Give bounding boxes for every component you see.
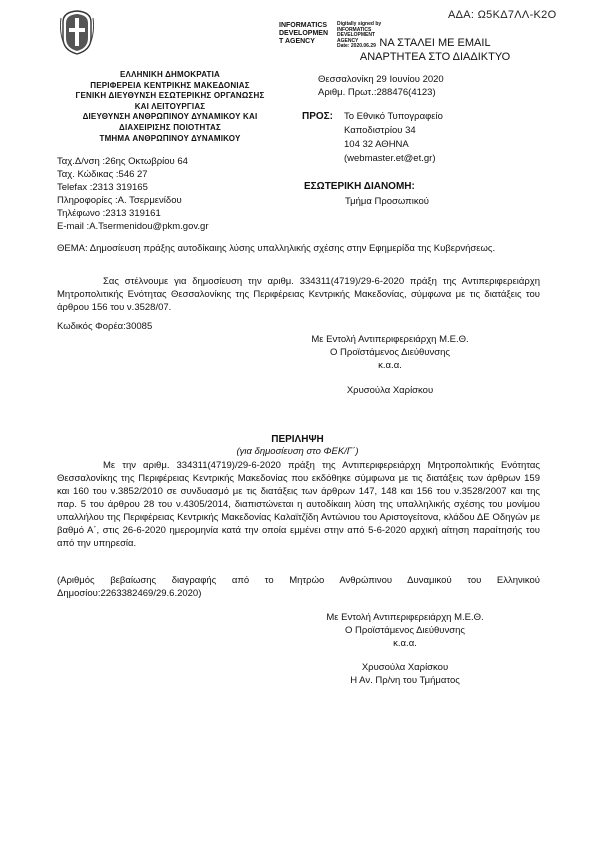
recipient-line: (webmaster.et@et.gr)	[344, 153, 436, 164]
entity-code: Κωδικός Φορέα:30085	[57, 321, 153, 332]
summary-subtitle: (για δημοσίευση στο ΦΕΚ/Γ΄)	[236, 446, 359, 457]
signatory-name: Χρυσούλα Χαρίσκου	[346, 385, 434, 396]
internal-distribution-title: ΕΣΩΤΕΡΙΚΗ ΔΙΑΝΟΜΗ:	[304, 181, 415, 192]
stamp-line: DEVELOPMEN	[279, 30, 329, 37]
org-line: ΠΕΡΙΦΕΡΕΙΑ ΚΕΝΤΡΙΚΗΣ ΜΑΚΕΔΟΝΙΑΣ	[90, 80, 250, 90]
signatory-block-2	[305, 661, 505, 687]
org-line: ΕΛΛΗΝΙΚΗ ΔΗΜΟΚΡΑΤΙΑ	[120, 70, 220, 79]
signature-line: κ.α.α.	[393, 638, 417, 649]
protocol-number: Αριθμ. Πρωτ.:288476(4123)	[318, 87, 436, 98]
greek-coat-of-arms-icon	[60, 8, 94, 56]
stamp-small-line: DEVELOPMENT	[337, 32, 376, 38]
signature-line: Ο Προϊστάμενος Διεύθυνσης	[345, 625, 465, 636]
recipient-label: ΠΡΟΣ:	[302, 111, 334, 122]
send-title-line: ΝΑ ΣΤΑΛΕΙ ΜΕ EMAIL	[379, 37, 491, 49]
org-line: ΔΙΑΧΕΙΡΙΣΗΣ ΠΟΙΟΤΗΤΑΣ	[119, 122, 221, 132]
stamp-line: T AGENCY	[279, 38, 315, 45]
signature-line: Ο Προϊστάμενος Διεύθυνσης	[330, 347, 450, 358]
org-line: ΚΑΙ ΛΕΙΤΟΥΡΓΙΑΣ	[134, 101, 206, 111]
stamp-line: INFORMATICS	[279, 22, 328, 29]
date-block	[318, 73, 444, 99]
contact-info	[57, 155, 188, 220]
subject-line: ΘΕΜΑ: Δημοσίευση πράξης αυτοδίκαιης λύσης υπαλληλικής σχέσης στην Εφημερίδα της Κυβερνήσεως.	[57, 243, 496, 254]
contact-line: Telefax :2313 319165	[57, 182, 148, 193]
contact-line: Ταχ. Κώδικας :546 27	[57, 169, 148, 180]
summary-title: ΠΕΡΙΛΗΨΗ	[271, 434, 324, 445]
org-line: ΓΕΝΙΚΗ ΔΙΕΥΘΥΝΣΗ ΕΣΩΤΕΡΙΚΗΣ ΟΡΓΑΝΩΣΗΣ	[75, 91, 265, 101]
signature-line: Με Εντολή Αντιπεριφερειάρχη Μ.Ε.Θ.	[326, 612, 484, 623]
send-title	[340, 36, 530, 64]
signature-line: κ.α.α.	[378, 360, 402, 371]
contact-line: Τηλέφωνο :2313 319161	[57, 208, 161, 219]
contact-line: Ταχ.Δ/νση :26ης Οκτωβρίου 64	[57, 156, 188, 167]
stamp-small-line: Digitally signed by	[337, 21, 382, 27]
org-line: ΔΙΕΥΘΥΝΣΗ ΑΝΘΡΩΠΙΝΟΥ ΔΥΝΑΜΙΚΟΥ ΚΑΙ	[82, 112, 258, 122]
recipient-line: Το Εθνικό Τυπογραφείο	[344, 111, 443, 122]
contact-line: Πληροφορίες :Α. Τσερμενίδου	[57, 195, 182, 206]
signatory-name: Χρυσούλα Χαρίσκου	[361, 662, 449, 673]
body-paragraph: Σας στέλνουμε για δημοσίευση την αριθμ. 334311(4719)/29-6-2020 πράξη της Αντιπεριφερειάρχη Μητροπολιτικής Ενότητας Θεσσαλονίκης της Περιφέρειας Κεντρικής Μακεδονίας, σύμφωνα με τις διατάξεις του άρθρου 156 του ν.3528/07.	[57, 276, 540, 313]
deletion-certificate-note: (Αριθμός βεβαίωσης διαγραφής από το Μητρώο Ανθρώπινου Δυναμικού του Ελληνικού Δημοσίου:2263382469/29.6.2020)	[57, 575, 540, 599]
recipient-line: 104 32 ΑΘΗΝΑ	[344, 139, 409, 150]
recipient-line: Καποδιστρίου 34	[344, 125, 416, 136]
send-title-line: ΑΝΑΡΤΗΤΕΑ ΣΤΟ ΔΙΑΔΙΚΤΥΟ	[359, 51, 511, 63]
document-date: Θεσσαλονίκη 29 Ιουνίου 2020	[318, 74, 444, 85]
stamp-small-line: INFORMATICS	[337, 26, 372, 33]
signature-line: Με Εντολή Αντιπεριφερειάρχη Μ.Ε.Θ.	[311, 334, 469, 345]
signature-block-2	[305, 611, 505, 650]
recipient-block	[302, 110, 443, 164]
contact-email: E-mail :A.Tsermenidou@pkm.gov.gr	[57, 221, 209, 232]
summary-paragraph: Με την αριθμ. 334311(4719)/29-6-2020 πράξη της Αντιπεριφερειάρχη Μητροπολιτικής Ενότητας Θεσσαλονίκης της Περιφέρειας Κεντρικής Μακεδονίας που εκδόθηκε σύμφωνα με τις διατάξεις των άρθρων 159 και 160 του ν.3852/2010 σε συνδυασμό με τις διατάξεις των άρθρων 147, 148 και 156 του ν.3528/2007 και της παρ. 5 του άρθρου 28 του ν.4305/2014, διαπιστώνεται η αυτοδίκαιη λύση της υπαλληλικής σχέσης του μονίμου υπαλλήλου της Περιφέρειας Κεντρικής Μακεδονίας Καλαϊτζίδη Αντώνιου του Αριστογείτονα, κλάδου ΔΕ Οδηγών με βαθμό Α΄, στις 26-6-2020 ημερομηνία κατά την οποία εμμένει στην από 5-6-2020 αρχική αίτηση παραίτησής του από την υπηρεσία.	[57, 460, 540, 549]
internal-distribution-dept: Τμήμα Προσωπικού	[345, 196, 429, 207]
signature-block	[290, 333, 490, 372]
org-line: ΤΜΗΜΑ ΑΝΘΡΩΠΙΝΟΥ ΔΥΝΑΜΙΚΟΥ	[99, 133, 241, 143]
ada-code: ΑΔΑ: Ω5ΚΔ7ΛΛ-Κ2Ο	[448, 9, 557, 21]
stamp-small-line: AGENCY	[337, 37, 359, 44]
organization-header	[40, 70, 300, 144]
signatory-role: Η Αν. Πρ/νη του Τμήματος	[350, 675, 460, 686]
stamp-small-line: Date: 2020.06.29	[337, 43, 376, 49]
